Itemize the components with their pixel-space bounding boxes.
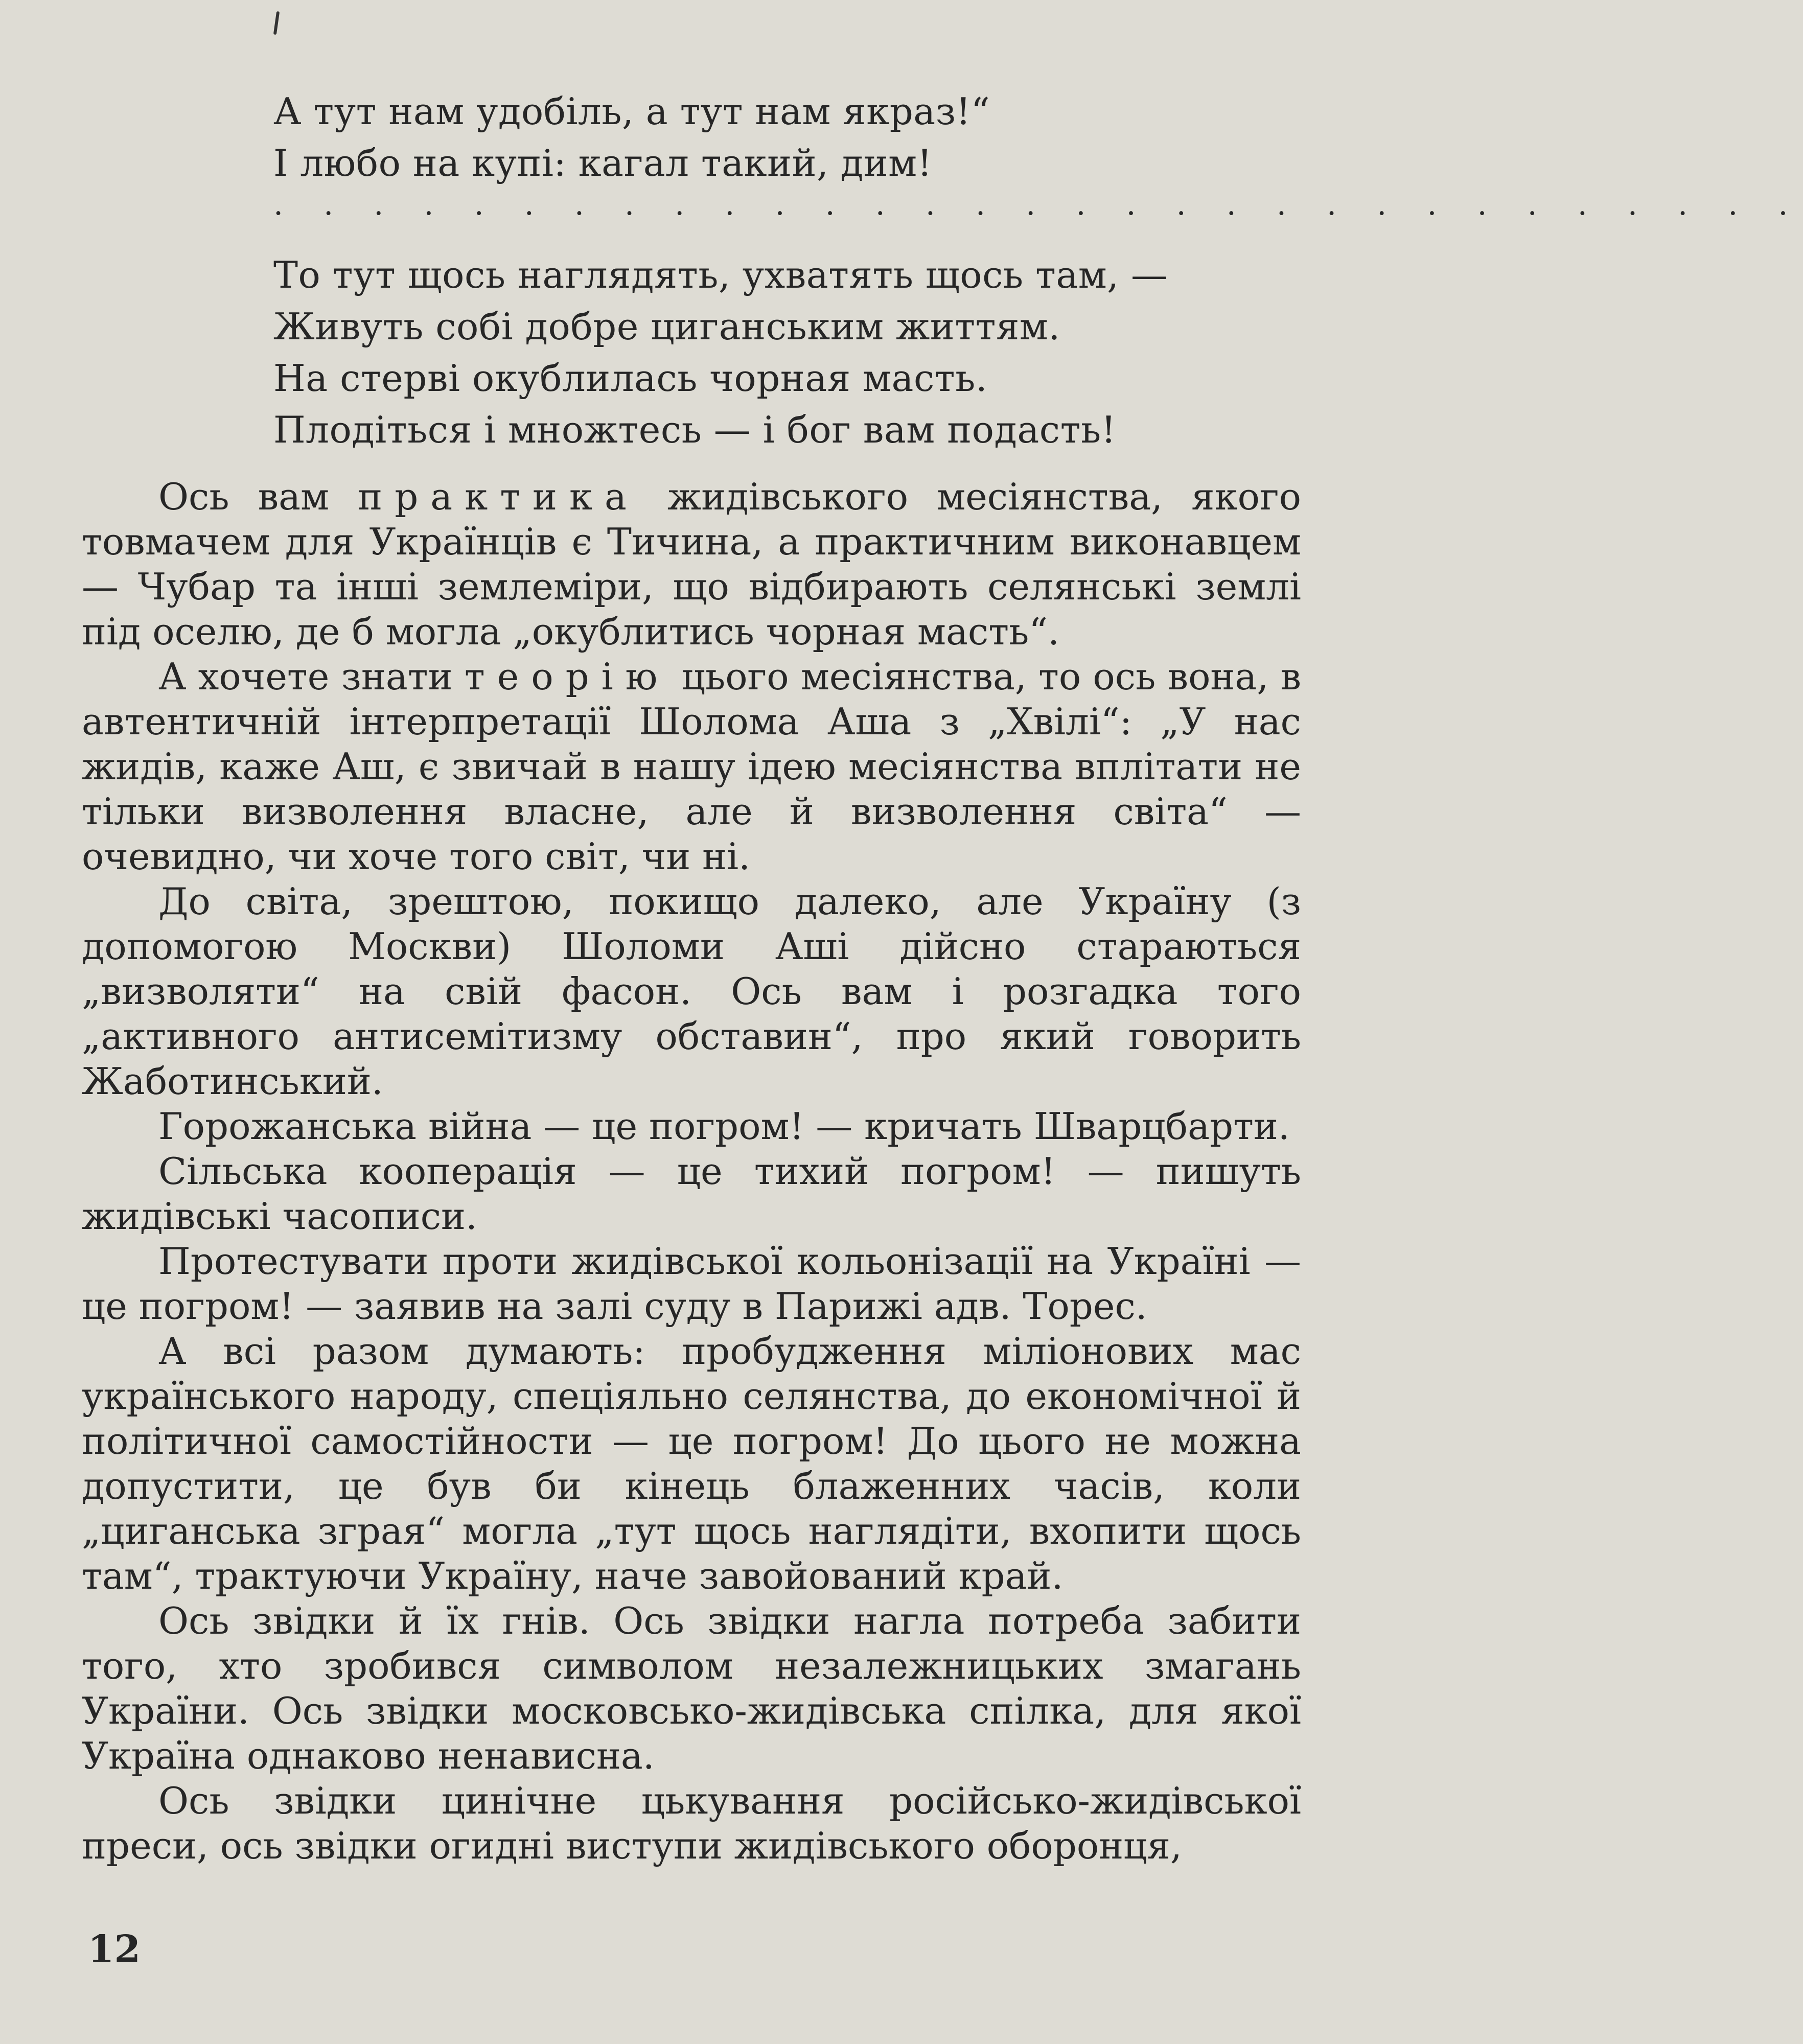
verse-line: На стерві окублилась чорная масть. [273, 357, 988, 400]
text-run: жидівського месіянства, якого товмачем для Українців є Тичина, а практичним виконавцем — Чубар та інші землеміри, що відбирають селянські землі під оселю, де б могла „окублитись чорная масть“. [82, 475, 1301, 653]
text-run: А хочете знати [158, 655, 465, 698]
verse-stanza-middle [273, 249, 1326, 456]
emphasized-word: теорію [464, 655, 670, 698]
text-run: Ось вам [158, 475, 358, 518]
paragraph-theory [82, 654, 1301, 879]
paragraph: Сільська кооперація — це тихий погром! — пишуть жидівські часописи. [82, 1150, 1301, 1238]
ink-speck [273, 11, 280, 35]
paragraph: Ось звідки й їх гнів. Ось звідки нагла потреба забити того, хто зробився символом незалежницьких змагань України. Ось звідки московсько-жидівська спілка, для якої Україна однаково ненависна. [82, 1599, 1301, 1777]
verse-line: Живуть собі добре циганським життям. [273, 305, 1060, 348]
emphasized-word: практика [358, 475, 639, 518]
text-run: цього месіянства, то ось вона, в автентичній інтерпретації Шолома Аша з „Хвілі“: „У нас жидів, каже Аш, є звичай в нашу ідею месіянства вплітати не тільки визволення власне, але й визволення світа“ — очевидно, чи хоче того світ, чи ні. [82, 655, 1302, 878]
page-number: 12 [88, 1927, 141, 1971]
paragraph: А всі разом думають: пробудження міліонових мас українського народу, спеціяльно селянства, до економічної й політичної самостійности — це погром! До цього не можна допустити, це був би кінець блаженних часів, коли „циганська зграя“ могла „тут щось наглядіти, вхопити щось там“, трактуючи Україну, наче завойований край. [82, 1330, 1301, 1597]
paragraph: Протестувати проти жидівської кольонізації на Україні — це погром! — заявив на залі суду в Парижі адв. Торес. [82, 1240, 1301, 1328]
verse-line: А тут нам удобіль, а тут нам якраз!“ [273, 90, 990, 133]
verse-line: То тут щось наглядять, ухватять щось там, — [273, 253, 1168, 296]
verse-line: І любо на купі: кагал такий, дим! [273, 142, 933, 184]
verse-stanza-top [273, 86, 1326, 189]
ellipsis-divider: . . . . . . . . . . . . . . . . . . . . . . . . . . . . . . . [273, 187, 1803, 222]
prose-body [82, 474, 1301, 1868]
paragraph: Горожанська війна — це погром! — кричать Шварцбарти. [158, 1105, 1290, 1148]
verse-line: Плодіться і множтесь — і бог вам подасть! [273, 408, 1117, 451]
paragraph: До світа, зрештою, покищо далеко, але Україну (з допомогою Москви) Шоломи Аші дійсно стараються „визволяти“ на свій фасон. Ось вам і розгадка того „активного антисемітизму обставин“, про який говорить Жаботинський. [82, 880, 1301, 1103]
paragraph: Ось звідки цинічне цькування російсько-жидівської преси, ось звідки огидні виступи жидівського оборонця, [82, 1779, 1301, 1867]
paragraph-practice [82, 474, 1301, 654]
